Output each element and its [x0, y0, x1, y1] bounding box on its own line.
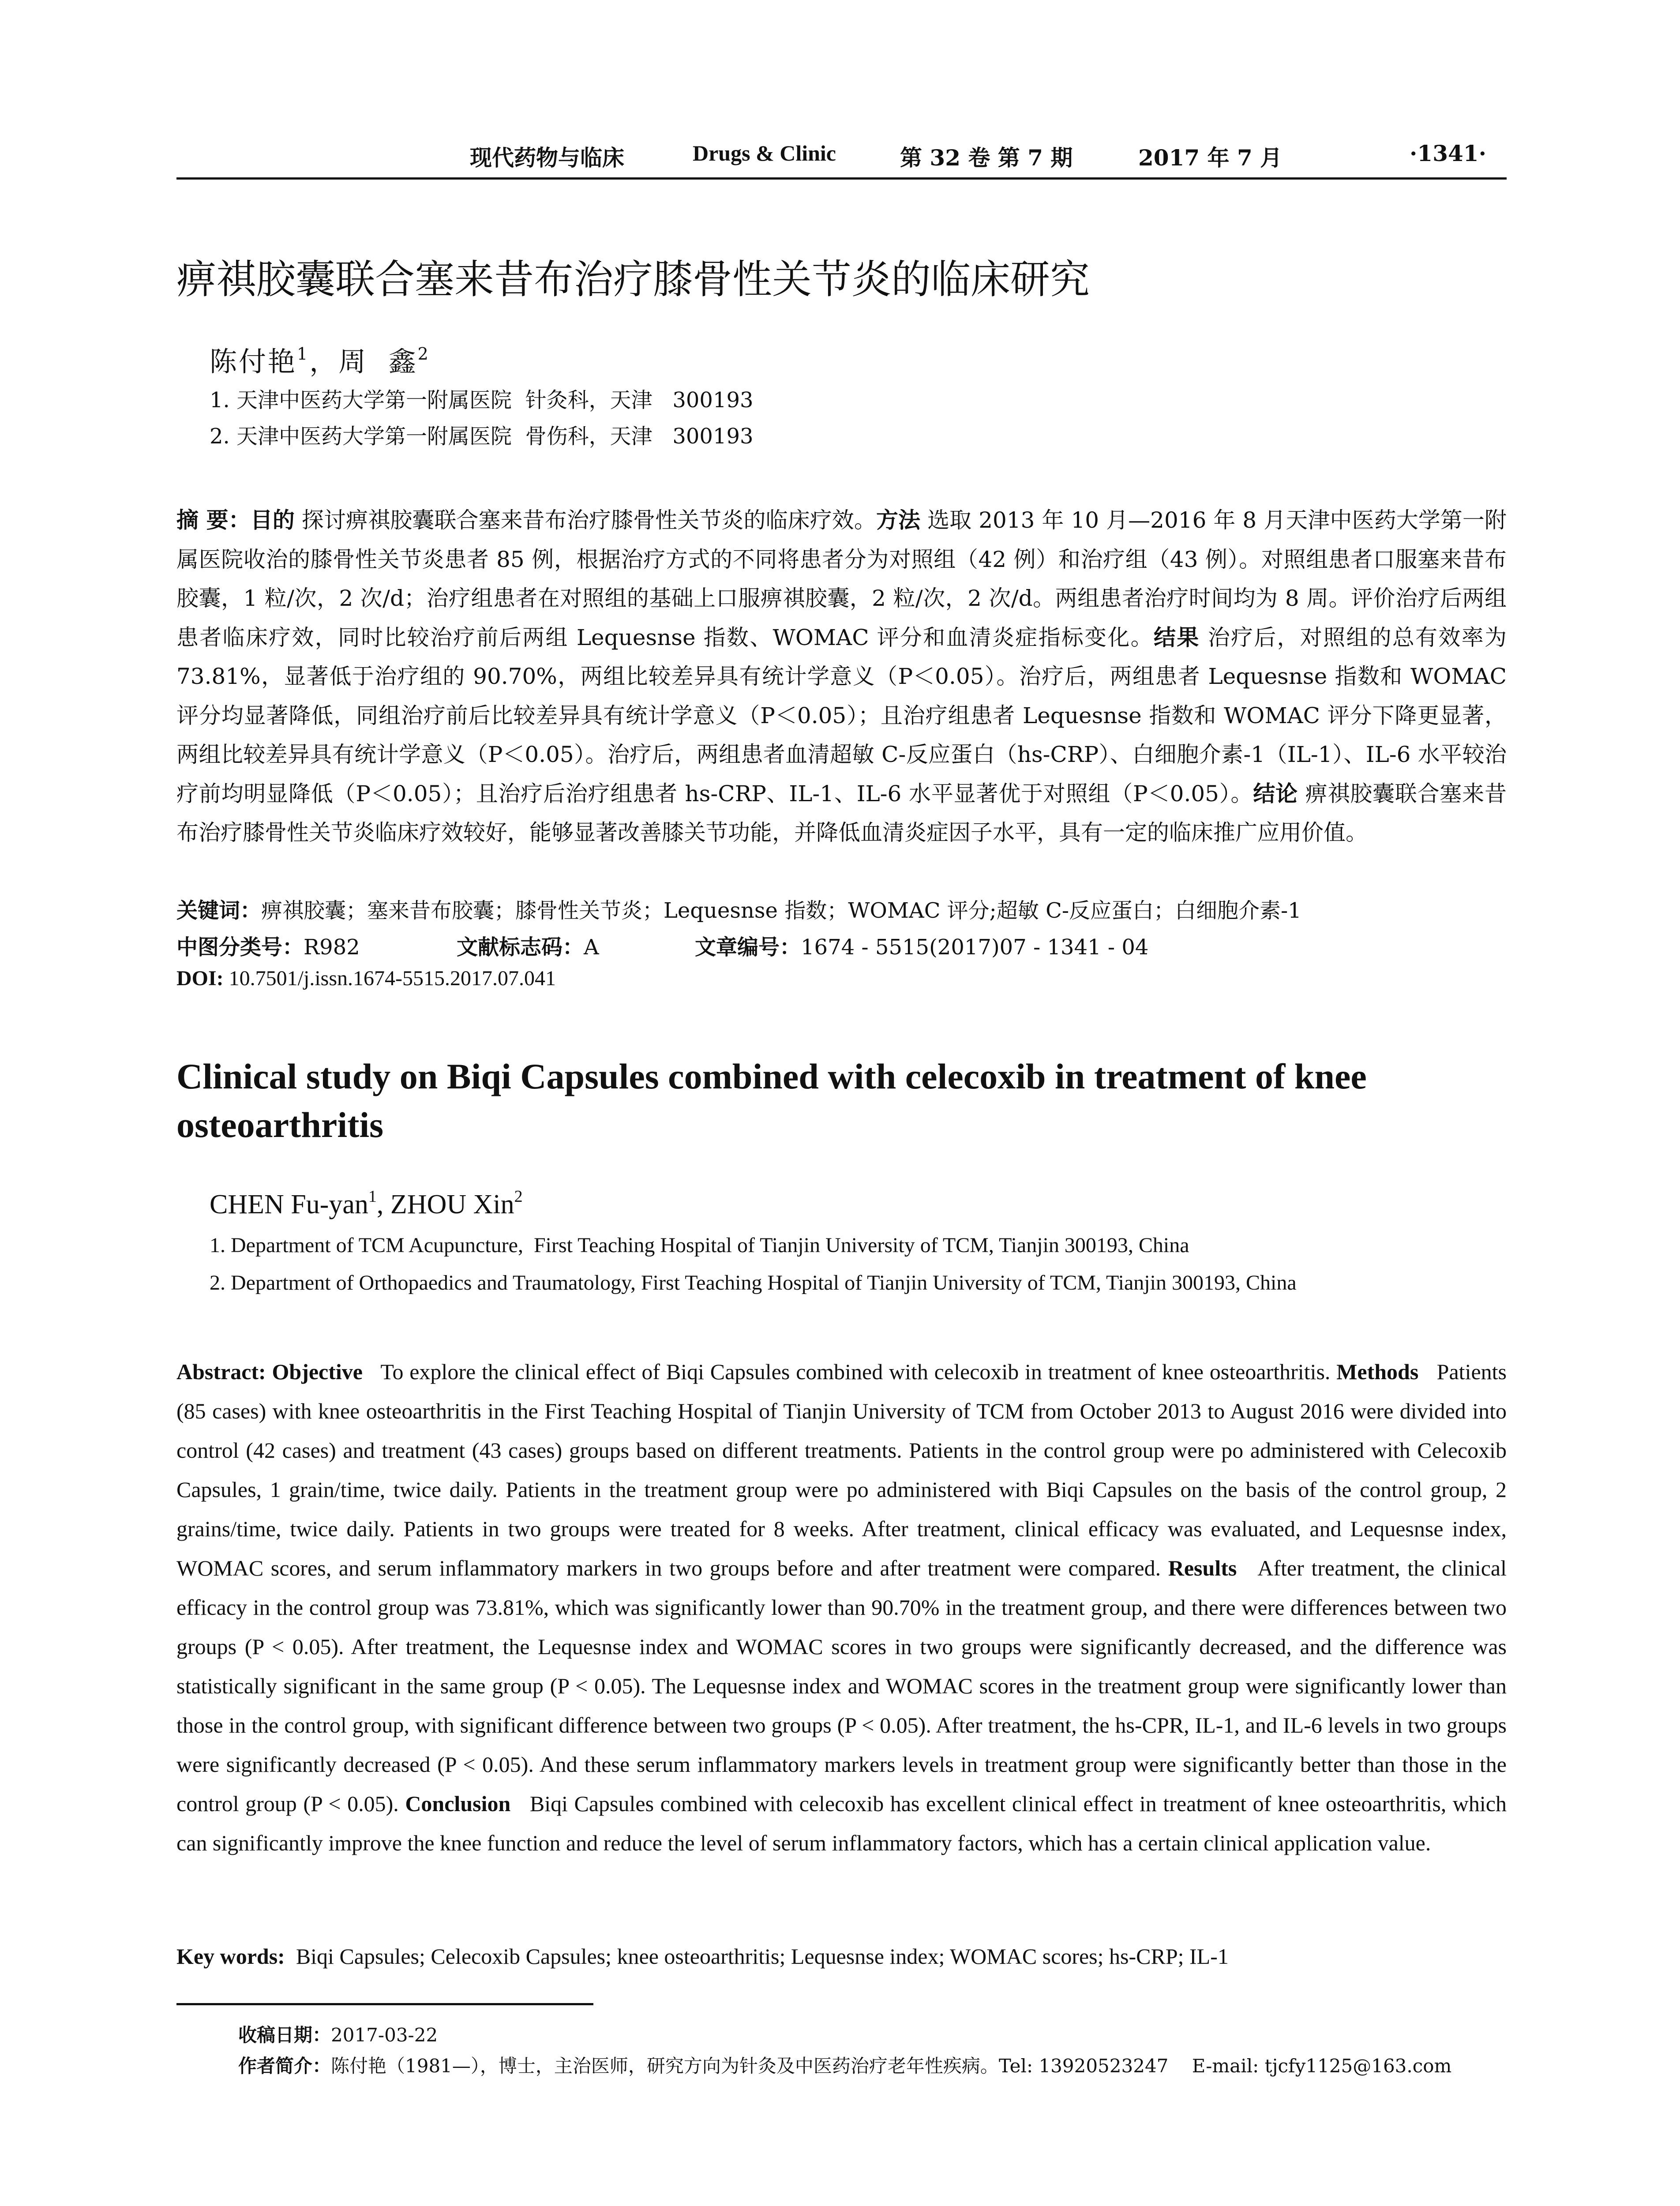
received-date: 2017-03-22: [331, 2024, 438, 2046]
cn-methods-label: 方法: [876, 507, 921, 533]
article-no-value: 1674 - 5515(2017)07 - 1341 - 04: [801, 935, 1149, 960]
clc-label: 中图分类号：: [176, 935, 304, 960]
en-results-text: After treatment, the clinical efficacy in the control group was 73.81%, which was significantly lower than 90.70% in the treatment group, and there were differences between two groups (P < 0.05). After treatment, the Lequesnse index and WOMAC scores in two groups were significantly decreased, and the difference was statistically significant in the same group (P < 0.05). The Lequesnse index and WOMAC scores in the treatment group were significantly lower than those in the control group, with significant difference between two groups (P < 0.05). After treatment, the hs-CPR, IL-1, and IL-6 levels in two groups were significantly decreased (P < 0.05). And these serum inflammatory markers levels in treatment group were significantly better than those in the control group (P < 0.05).: [176, 1556, 1512, 1816]
en-abstract: [176, 1352, 1512, 1863]
en-title: Clinical study on Biqi Capsules combined with celecoxib in treatment of knee osteoarthritis: [176, 1056, 1367, 1145]
cn-author-2-sup: 2: [417, 344, 430, 364]
cn-results-text: 治疗后，对照组的总有效率为 73.81%，显著低于治疗组的 90.70%，两组比较差异具有统计学意义（P＜0.05）。治疗后，两组患者 Lequesnse 指数和 WOMAC 评分均显著降低，同组治疗前后比较差异具有统计学意义（P＜0.05）；且治疗组患者 Lequesnse 指数和 WOMAC 评分下降更显著，两组比较差异具有统计学意义（P＜0.05）。治疗后，两组患者血清超敏 C-反应蛋白（hs-CRP）、白细胞介素-1（IL-1）、IL-6 水平较治疗前均明显降低（P＜0.05）；且治疗后治疗组患者 hs-CRP、IL-1、IL-6 水平显著优于对照组（P＜0.05）。: [176, 624, 1507, 807]
cn-conclusion-label: 结论: [1253, 780, 1298, 807]
doc-code-label: 文献标志码：: [457, 935, 584, 960]
clc-value: R982: [304, 935, 360, 960]
en-methods-text: Patients (85 cases) with knee osteoarthritis in the First Teaching Hospital of Tianjin University of TCM from October 2013 to August 2016 were divided into control (42 cases) and treatment (43 cases) groups based on different treatments. Patients in the control group were po administered with Celecoxib Capsules, 1 grain/time, twice daily. Patients in the treatment group were po administered with Biqi Capsules on the basis of the control group, 2 grains/time, twice daily. Patients in two groups were treated for 8 weeks. After treatment, clinical efficacy was evaluated, and Lequesnse index, WOMAC scores, and serum inflammatory markers in two groups before and after treatment were compared.: [176, 1359, 1512, 1580]
en-conclusion-label: Conclusion: [405, 1791, 511, 1816]
footnote-rule: [176, 2003, 593, 2005]
en-objective-text: To explore the clinical effect of Biqi Capsules combined with celecoxib in treatment of knee osteoarthritis.: [362, 1359, 1337, 1384]
footnote-author-bio: [238, 2052, 1451, 2078]
cn-methods-text: 选取 2013 年 10 月—2016 年 8 月天津中医药大学第一附属医院收治的膝骨性关节炎患者 85 例，根据治疗方式的不同将患者分为对照组（42 例）和治疗组（43 例）。对照组患者口服塞来昔布胶囊，1 粒/次，2 次/d；治疗组患者在对照组的基础上口服痹祺胶囊，2 粒/次，2 次/d。两组患者治疗时间均为 8 周。评价治疗后两组患者临床疗效，同时比较治疗前后两组 Lequesnse 指数、WOMAC 评分和血清炎症指标变化。: [176, 507, 1507, 650]
received-label: 收稿日期：: [238, 2024, 331, 2046]
footnote-received: [238, 2021, 438, 2047]
en-keywords: [176, 1943, 1229, 1969]
en-objective-label: Objective: [272, 1359, 363, 1384]
cn-abstract: [176, 501, 1507, 852]
doi-row: [176, 966, 556, 990]
doi-value: 10.7501/j.issn.1674-5515.2017.07.041: [223, 967, 556, 990]
en-keywords-label: Key words:: [176, 1944, 285, 1969]
cn-author-2: 周 鑫: [338, 345, 418, 378]
en-authors: [210, 1187, 523, 1220]
cn-affiliation-2: 2. 天津中医药大学第一附属医院 骨伤科，天津 300193: [210, 424, 754, 449]
en-author-2-sup: 2: [514, 1187, 523, 1206]
en-author-1-sup: 1: [368, 1187, 377, 1206]
en-methods-label: Methods: [1336, 1359, 1419, 1384]
cn-objective-label: 目的: [250, 507, 295, 533]
header-rule: [176, 177, 1507, 180]
cn-classification-row: [176, 930, 360, 960]
cn-title: 痹祺胶囊联合塞来昔布治疗膝骨性关节炎的临床研究: [176, 256, 1090, 303]
journal-name-en: Drugs & Clinic: [693, 141, 836, 165]
bio-label: 作者简介：: [238, 2055, 331, 2077]
en-results-label: Results: [1168, 1556, 1237, 1580]
volume-issue: 第 32 卷 第 7 期: [900, 145, 1073, 171]
doi-label: DOI:: [176, 967, 224, 990]
journal-name-cn: 现代药物与临床: [470, 145, 624, 171]
article-no-label: 文章编号：: [695, 935, 801, 960]
cn-abstract-label: 摘 要：: [176, 507, 251, 533]
cn-author-1: 陈付艳: [210, 345, 297, 378]
cn-objective-text: 探讨痹祺胶囊联合塞来昔布治疗膝骨性关节炎的临床疗效。: [294, 507, 876, 533]
cn-author-1-sup: 1: [297, 344, 310, 364]
doc-code-value: A: [584, 935, 599, 960]
bio-text: 陈付艳（1981—），博士，主治医师，研究方向为针灸及中医药治疗老年性疾病。Tel: 13920523247 E-mail: tjcfy1125@163.com: [331, 2055, 1452, 2077]
en-abstract-label: Abstract:: [176, 1359, 272, 1384]
en-affiliation-1: 1. Department of TCM Acupuncture, First Teaching Hospital of Tianjin University of TCM, Tianjin 300193, China: [210, 1234, 1189, 1257]
cn-authors: [210, 340, 430, 379]
cn-author-sep: ，: [309, 345, 339, 378]
en-author-sep: ,: [376, 1189, 390, 1219]
page-number: ·1341·: [1410, 140, 1486, 166]
cn-keywords-text: 痹祺胶囊；塞来昔布胶囊；膝骨性关节炎；Lequesnse 指数；WOMAC 评分;超敏 C-反应蛋白；白细胞介素-1: [261, 898, 1301, 923]
issue-date: 2017 年 7 月: [1138, 145, 1282, 171]
doc-code-row: [457, 930, 599, 960]
cn-keywords: [176, 893, 1301, 924]
en-conclusion-text: Biqi Capsules combined with celecoxib has excellent clinical effect in treatment of knee osteoarthritis, which can significantly improve the knee function and reduce the level of serum inflammatory factors, which has a certain clinical application value.: [176, 1791, 1512, 1855]
cn-keywords-label: 关键词：: [176, 898, 262, 923]
en-author-1: CHEN Fu-yan: [210, 1189, 368, 1219]
running-header: [176, 140, 1507, 176]
article-no-row: [695, 930, 1148, 960]
en-affiliation-2: 2. Department of Orthopaedics and Traumatology, First Teaching Hospital of Tianjin University of TCM, Tianjin 300193, China: [210, 1271, 1297, 1294]
cn-affiliation-1: 1. 天津中医药大学第一附属医院 针灸科，天津 300193: [210, 388, 754, 413]
en-author-2: ZHOU Xin: [390, 1189, 514, 1219]
en-keywords-text: Biqi Capsules; Celecoxib Capsules; knee osteoarthritis; Lequesnse index; WOMAC scores; hs-CRP; IL-1: [285, 1944, 1229, 1969]
cn-conclusion-text: 痹祺胶囊联合塞来昔布治疗膝骨性关节炎临床疗效较好，能够显著改善膝关节功能，并降低血清炎症因子水平，具有一定的临床推广应用价值。: [176, 780, 1507, 845]
cn-results-label: 结果: [1153, 624, 1200, 650]
